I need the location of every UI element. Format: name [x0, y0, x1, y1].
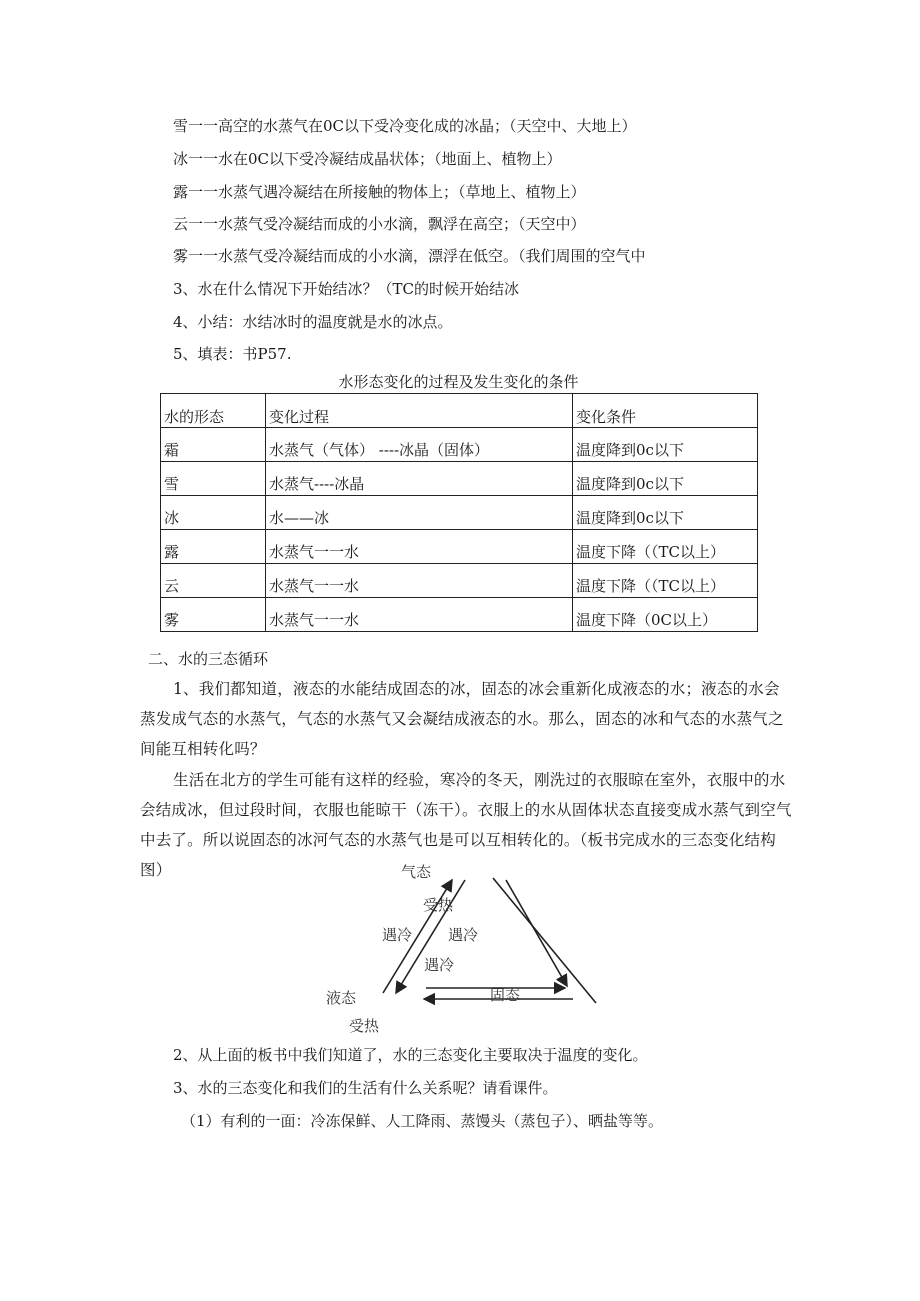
point-5: 5、填表：书P57. [173, 345, 292, 363]
definition-dew: 露一一水蒸气遇冷凝结在所接触的物体上；（草地上、植物上） [173, 183, 586, 201]
definition-snow: 雪一一高空的水蒸气在0C以下受冷变化成的冰晶；（天空中、大地上） [173, 117, 637, 135]
label-cool-right: 遇冷 [448, 926, 479, 944]
closing-point-3-1: （1）有利的一面：冷冻保鲜、人工降雨、蒸馒头（蒸包子）、晒盐等等。 [181, 1112, 664, 1130]
table-row [161, 462, 758, 496]
table-cell: 温度降到0c以下 [573, 462, 758, 496]
table-cell: 温度降到0c以下 [573, 428, 758, 462]
arrow-gas-to-solid [506, 880, 567, 986]
table-cell: 雪 [161, 462, 266, 496]
closing-point-2: 2、从上面的板书中我们知道了，水的三态变化主要取决于温度的变化。 [173, 1046, 648, 1064]
label-heat-top: 受热 [423, 896, 454, 914]
table-cell: 温度降到0c以下 [573, 496, 758, 530]
paragraph-2: 生活在北方的学生可能有这样的经验，寒冷的冬天，刚洗过的衣服晾在室外，衣服中的水会结成冰，但过段时间，衣服也能晾干（冻干）。衣服上的水从固体状态直接变成水蒸气到空气中去了。所以说固态的冰河气态的水蒸气也是可以互相转化的。（板书完成水的三态变化结构图） [140, 771, 792, 879]
label-cool-center: 遇冷 [424, 956, 455, 974]
table-cell: 水蒸气一一水 [266, 530, 573, 564]
label-gas: 气态 [401, 863, 432, 881]
table-cell: 温度下降（0C以上） [573, 598, 758, 632]
table-header-cell: 水的形态 [161, 394, 266, 428]
table-cell: 水——冰 [266, 496, 573, 530]
table-header-row [161, 394, 758, 428]
definition-fog: 雾一一水蒸气受冷凝结而成的小水滴，漂浮在低空。（我们周围的空气中 [173, 247, 646, 265]
table-cell: 云 [161, 564, 266, 598]
table-cell: 霜 [161, 428, 266, 462]
table-header-cell: 变化过程 [266, 394, 573, 428]
water-cycle-diagram [315, 858, 605, 1038]
table-row [161, 530, 758, 564]
label-heat-bottom: 受热 [349, 1017, 380, 1035]
section-title: 二、水的三态循环 [148, 650, 269, 668]
point-4: 4、小结：水结冰时的温度就是水的冰点。 [173, 313, 453, 331]
table-row [161, 564, 758, 598]
table-cell: 露 [161, 530, 266, 564]
definition-ice: 冰一一水在0C以下受冷凝结成晶状体；（地面上、植物上） [173, 150, 562, 168]
table-cell: 水蒸气----冰晶 [266, 462, 573, 496]
table-cell: 雾 [161, 598, 266, 632]
label-cool-left: 遇冷 [382, 926, 413, 944]
definition-cloud: 云一一水蒸气受冷凝结而成的小水滴，飘浮在高空；（天空中） [173, 215, 586, 233]
table-cell: 冰 [161, 496, 266, 530]
label-liquid: 液态 [326, 989, 357, 1007]
label-solid: 固态 [490, 986, 521, 1004]
table-row [161, 496, 758, 530]
point-3: 3、水在什么情况下开始结冰？（TC的时候开始结冰 [173, 280, 520, 298]
table-row [161, 428, 758, 462]
diagram-arrows [315, 858, 605, 1038]
water-forms-table [160, 393, 758, 632]
table-cell: 水蒸气一一水 [266, 598, 573, 632]
table-row [161, 598, 758, 632]
table-cell: 水蒸气（气体） ----冰晶（固体） [266, 428, 573, 462]
table-cell: 水蒸气一一水 [266, 564, 573, 598]
table-cell: 温度下降（（TC以上） [573, 530, 758, 564]
table-caption: 水形态变化的过程及发生变化的条件 [338, 373, 579, 391]
closing-point-3: 3、水的三态变化和我们的生活有什么关系呢？请看课件。 [173, 1079, 558, 1097]
table-cell: 温度下降（（TC以上） [573, 564, 758, 598]
paragraph-1: 1、我们都知道，液态的水能结成固态的冰，固态的冰会重新化成液态的水；液态的水会蒸发成气态的水蒸气，气态的水蒸气又会凝结成液态的水。那么，固态的冰和气态的水蒸气之间能互相转化吗？ [140, 680, 784, 758]
table-header-cell: 变化条件 [573, 394, 758, 428]
